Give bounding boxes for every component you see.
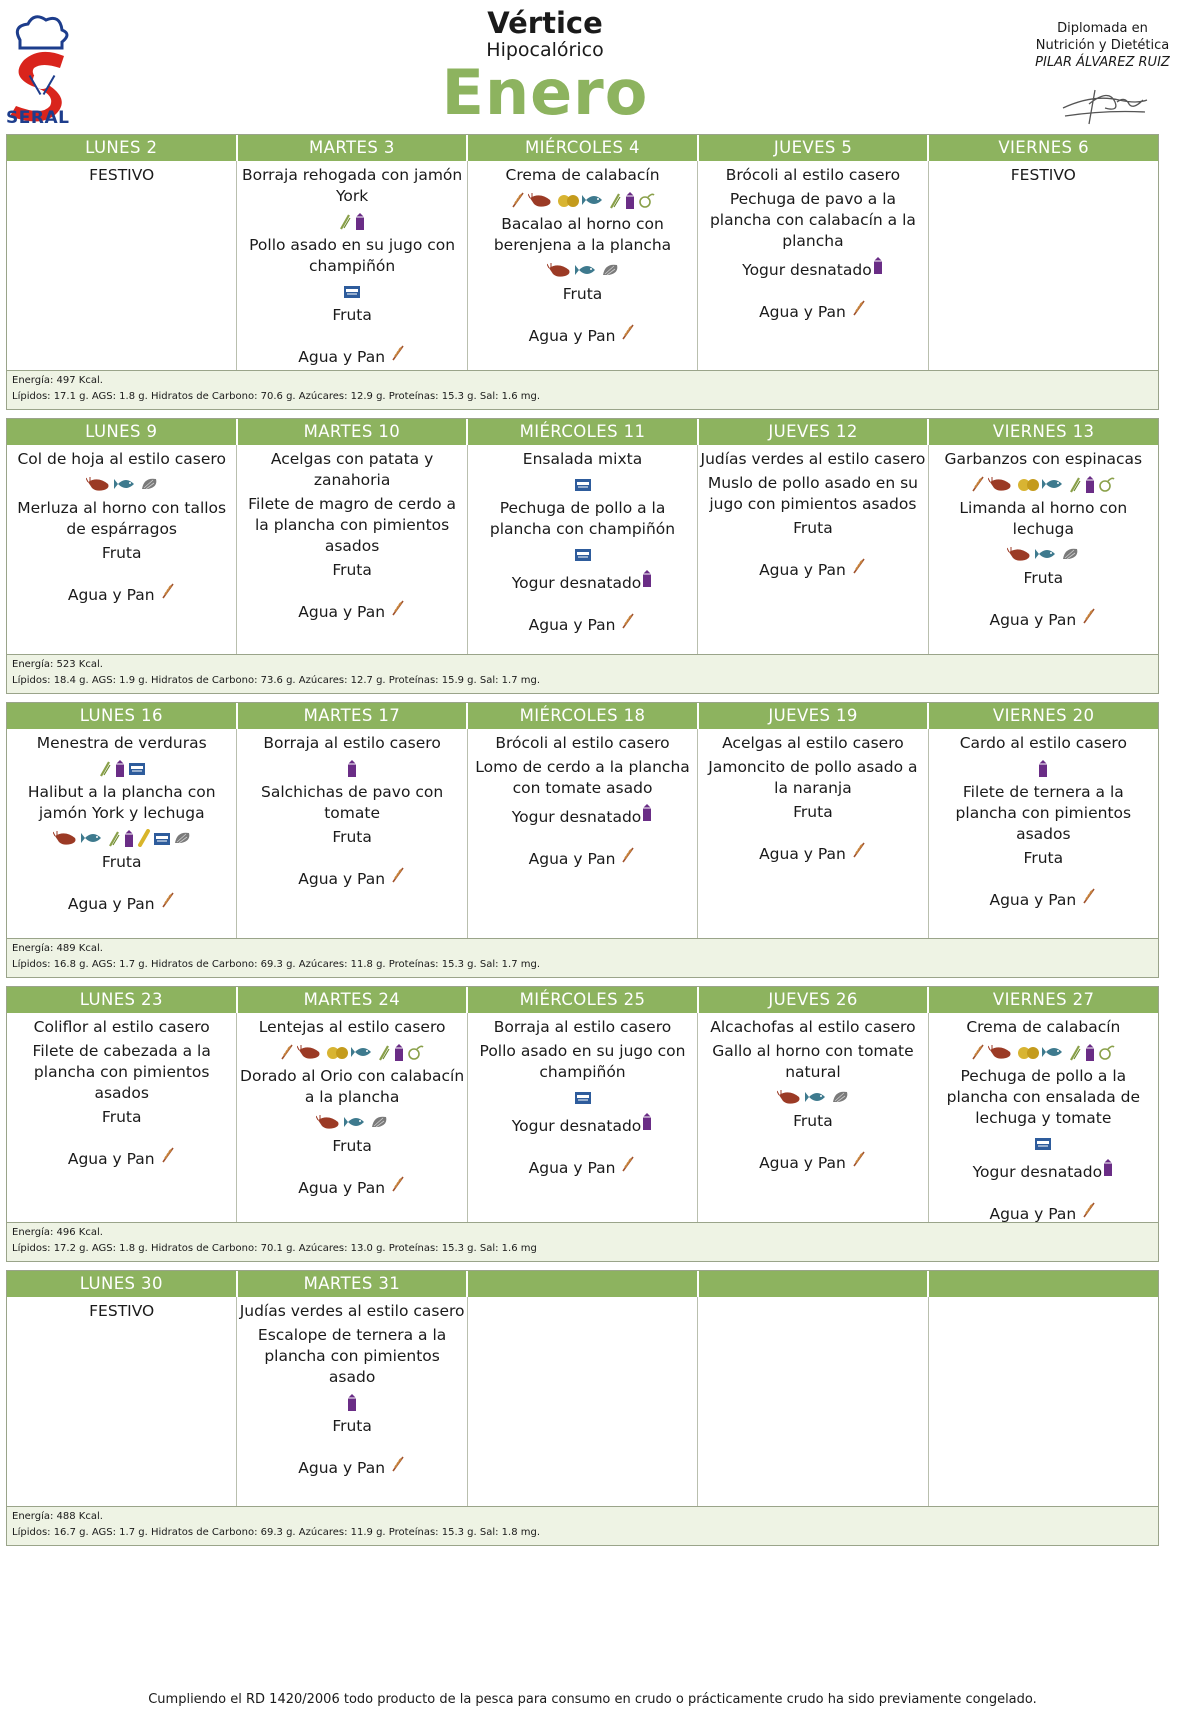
nutrition-summary bbox=[7, 1223, 1158, 1261]
day-menu bbox=[929, 445, 1158, 654]
wheat-icon bbox=[390, 866, 406, 884]
dessert-yogurt: Yogur desnatado bbox=[700, 255, 925, 281]
wheat-icon bbox=[390, 599, 406, 617]
dessert-fruit: Fruta bbox=[332, 828, 372, 846]
energy-value: Energía: 489 Kcal. bbox=[12, 943, 103, 954]
milk-icon bbox=[123, 828, 135, 848]
allergen-icons bbox=[239, 280, 464, 302]
wheat-icon bbox=[160, 582, 176, 600]
wheat-icon bbox=[1081, 887, 1097, 905]
dish-item: Filete de magro de cerdo a la plancha con pimientos asados bbox=[248, 495, 457, 555]
milk-icon bbox=[346, 1392, 358, 1412]
fish-icon bbox=[805, 1089, 829, 1105]
signature-icon bbox=[1055, 80, 1155, 130]
week-block bbox=[6, 986, 1159, 1262]
celery-icon bbox=[338, 212, 352, 230]
nutrition-summary bbox=[7, 655, 1158, 693]
allergen-icons bbox=[239, 1041, 464, 1063]
day-header: VIERNES 13 bbox=[992, 422, 1095, 441]
wheat-icon bbox=[851, 841, 867, 859]
title-block bbox=[400, 6, 690, 129]
box-icon bbox=[574, 546, 592, 562]
mollusc-icon bbox=[1061, 545, 1079, 563]
allergen-icons bbox=[931, 757, 1156, 779]
dish-item: Pechuga de pollo a la plancha con ensalada de lechuga y tomate bbox=[946, 1067, 1141, 1127]
week-block bbox=[6, 1270, 1159, 1546]
water-bread: Agua y Pan bbox=[931, 887, 1156, 911]
week-body bbox=[7, 445, 1158, 655]
day-header: LUNES 2 bbox=[7, 135, 238, 161]
water-bread: Agua y Pan bbox=[239, 599, 464, 623]
allergen-icons bbox=[470, 1086, 695, 1108]
day-header: MIÉRCOLES 11 bbox=[468, 419, 699, 445]
nutrition-summary bbox=[7, 371, 1158, 409]
allergen-icons bbox=[470, 189, 695, 211]
day-menu bbox=[237, 1297, 467, 1506]
day-menu bbox=[698, 445, 928, 654]
mustard-icon bbox=[407, 1043, 425, 1061]
mustard-icon bbox=[638, 191, 656, 209]
water-bread: Agua y Pan bbox=[470, 1155, 695, 1179]
dessert-fruit: Fruta bbox=[101, 1108, 142, 1126]
allergen-icons bbox=[9, 757, 234, 779]
box-icon bbox=[1034, 1135, 1052, 1151]
egg-icon bbox=[1016, 476, 1040, 492]
allergen-icons bbox=[239, 1391, 464, 1413]
water-bread: Agua y Pan bbox=[9, 582, 234, 606]
dietitian-name: PILAR ÁLVAREZ RUIZ bbox=[1035, 55, 1170, 70]
egg-icon bbox=[1016, 1044, 1040, 1060]
nutrient-values: Lípidos: 18.4 g. AGS: 1.9 g. Hidratos de Carbono: 73.6 g. Azúcares: 12.7 g. Proteínas: 15.9 g. Sal: 1.7 mg. bbox=[12, 675, 541, 686]
wheat-icon bbox=[851, 1150, 867, 1168]
milk-icon bbox=[114, 758, 126, 778]
dish-item: Crema de calabacín bbox=[505, 166, 660, 184]
dish-item: Pechuga de pollo a la plancha con champiñón bbox=[489, 499, 676, 538]
dish-item: Lomo de cerdo a la plancha con tomate asado bbox=[475, 758, 690, 797]
water-bread: Agua y Pan bbox=[931, 607, 1156, 631]
milk-icon bbox=[1084, 1042, 1096, 1062]
milk-icon bbox=[872, 255, 884, 275]
water-bread: Agua y Pan bbox=[470, 323, 695, 347]
day-header: JUEVES 5 bbox=[699, 135, 930, 161]
milk-icon bbox=[393, 1042, 405, 1062]
dessert-fruit: Fruta bbox=[793, 1112, 833, 1130]
wheat-icon bbox=[620, 323, 636, 341]
shellfish-icon bbox=[528, 192, 554, 208]
gluten-icon bbox=[510, 191, 526, 209]
day-header bbox=[468, 1271, 699, 1297]
wheat-icon bbox=[390, 1175, 406, 1193]
dish-item: Merluza al horno con tallos de espárragos bbox=[17, 499, 227, 538]
day-menu bbox=[237, 1013, 467, 1222]
nutrient-values: Lípidos: 16.7 g. AGS: 1.7 g. Hidratos de Carbono: 69.3 g. Azúcares: 11.9 g. Proteínas: 15.3 g. Sal: 1.8 mg. bbox=[12, 1527, 541, 1538]
day-menu bbox=[237, 729, 467, 938]
dish-item: Halibut a la plancha con jamón York y lechuga bbox=[27, 783, 216, 822]
day-menu bbox=[7, 1297, 237, 1506]
wheat-icon bbox=[851, 299, 867, 317]
dish-item: Cardo al estilo casero bbox=[959, 734, 1127, 752]
dish-item: Brócoli al estilo casero bbox=[725, 166, 901, 184]
celery-icon bbox=[1068, 1043, 1082, 1061]
dish-item: Judías verdes al estilo casero bbox=[700, 450, 926, 468]
dish-item: Bacalao al horno con berenjena a la plancha bbox=[493, 215, 672, 254]
water-bread: Agua y Pan bbox=[239, 866, 464, 890]
dish-item: Dorado al Orio con calabacín a la plancha bbox=[240, 1067, 465, 1106]
dessert-yogurt: Yogur desnatado bbox=[470, 1111, 695, 1137]
wheat-icon bbox=[620, 612, 636, 630]
milk-icon bbox=[354, 211, 366, 231]
dish-item: Gallo al horno con tomate natural bbox=[712, 1042, 914, 1081]
dish-item: Crema de calabacín bbox=[966, 1018, 1121, 1036]
celery-icon bbox=[107, 829, 121, 847]
day-menu bbox=[468, 1013, 698, 1222]
dish-item: Filete de ternera a la plancha con pimientos asados bbox=[955, 783, 1132, 843]
day-menu bbox=[698, 1297, 928, 1506]
week-header bbox=[7, 703, 1158, 729]
mollusc-icon bbox=[140, 475, 158, 493]
water-bread: Agua y Pan bbox=[470, 612, 695, 636]
dish-item: Pollo asado en su jugo con champiñón bbox=[249, 236, 456, 275]
dish-item: Acelgas con patata y zanahoria bbox=[270, 450, 434, 489]
mollusc-icon bbox=[601, 261, 619, 279]
fish-icon bbox=[575, 262, 599, 278]
allergen-icons bbox=[931, 1132, 1156, 1154]
milk-icon bbox=[641, 568, 653, 588]
menu-subtitle: Hipocalórico bbox=[486, 39, 604, 61]
fish-icon bbox=[114, 476, 138, 492]
header bbox=[0, 0, 1185, 145]
dish-item: Col de hoja al estilo casero bbox=[17, 450, 226, 468]
dietitian-line1: Diplomada en bbox=[1057, 21, 1148, 36]
day-header: JUEVES 19 bbox=[699, 703, 930, 729]
water-bread: Agua y Pan bbox=[700, 1150, 925, 1174]
day-menu bbox=[7, 445, 237, 654]
nutrient-values: Lípidos: 17.1 g. AGS: 1.8 g. Hidratos de Carbono: 70.6 g. Azúcares: 12.9 g. Proteínas: 15.3 g. Sal: 1.6 mg. bbox=[12, 391, 541, 402]
energy-value: Energía: 523 Kcal. bbox=[12, 659, 103, 670]
dessert-fruit: Fruta bbox=[101, 544, 142, 562]
shellfish-icon bbox=[297, 1044, 323, 1060]
fish-icon bbox=[344, 1114, 368, 1130]
wheat-icon bbox=[620, 1155, 636, 1173]
dessert-fruit: Fruta bbox=[332, 561, 372, 579]
water-bread: Agua y Pan bbox=[239, 1175, 464, 1199]
dish-item: Alcachofas al estilo casero bbox=[710, 1018, 916, 1036]
allergen-icons bbox=[931, 473, 1156, 495]
celery-icon bbox=[608, 191, 622, 209]
fish-icon bbox=[351, 1044, 375, 1060]
dish-item: Brócoli al estilo casero bbox=[495, 734, 670, 752]
water-bread: Agua y Pan bbox=[239, 344, 464, 368]
week-block bbox=[6, 418, 1159, 694]
dish-item: Borraja rehogada con jamón York bbox=[241, 166, 463, 205]
day-menu bbox=[468, 445, 698, 654]
dietitian-credit bbox=[1020, 20, 1185, 71]
water-bread: Agua y Pan bbox=[700, 557, 925, 581]
celery-icon bbox=[98, 759, 112, 777]
mollusc-icon bbox=[370, 1113, 388, 1131]
dish-item: Ensalada mixta bbox=[522, 450, 643, 468]
wheat-icon bbox=[390, 344, 406, 362]
day-header bbox=[699, 1271, 930, 1297]
footer-note: Cumpliendo el RD 1420/2006 todo producto de la pesca para consumo en crudo o prácticamente crudo ha sido previamente congelado. bbox=[148, 1692, 1037, 1707]
day-header: LUNES 9 bbox=[7, 419, 238, 445]
dish-item: Acelgas al estilo casero bbox=[722, 734, 904, 752]
box-icon bbox=[153, 830, 171, 846]
shellfish-icon bbox=[988, 476, 1014, 492]
day-header bbox=[929, 1271, 1158, 1297]
dessert-fruit: Fruta bbox=[562, 285, 603, 303]
allergen-icons bbox=[470, 259, 695, 281]
dessert-yogurt: Yogur desnatado bbox=[470, 802, 695, 828]
dessert-fruit: Fruta bbox=[1023, 569, 1064, 587]
water-bread: Agua y Pan bbox=[700, 299, 925, 323]
allergen-icons bbox=[470, 543, 695, 565]
celery-icon bbox=[1068, 475, 1082, 493]
week-header bbox=[7, 987, 1158, 1013]
day-header: VIERNES 27 bbox=[992, 990, 1095, 1009]
milk-icon bbox=[641, 802, 653, 822]
allergen-icons bbox=[239, 1111, 464, 1133]
day-menu bbox=[237, 161, 467, 370]
milk-icon bbox=[624, 190, 636, 210]
shellfish-icon bbox=[86, 476, 112, 492]
logo-text: SERAL bbox=[6, 108, 70, 128]
dietitian-line2: Nutrición y Dietética bbox=[1035, 38, 1170, 53]
gluten-icon bbox=[279, 1043, 295, 1061]
dish-item: Borraja al estilo casero bbox=[263, 734, 441, 752]
milk-icon bbox=[1102, 1157, 1114, 1177]
week-body bbox=[7, 1013, 1158, 1223]
box-icon bbox=[574, 1089, 592, 1105]
day-menu bbox=[929, 1297, 1158, 1506]
wheat-icon bbox=[160, 1146, 176, 1164]
mollusc-icon bbox=[173, 829, 191, 847]
milk-icon bbox=[641, 1111, 653, 1131]
milk-icon bbox=[1037, 758, 1049, 778]
shellfish-icon bbox=[988, 1044, 1014, 1060]
day-header: VIERNES 6 bbox=[998, 138, 1089, 157]
mustard-seed-icon bbox=[137, 829, 151, 847]
menu-title: Vértice bbox=[487, 6, 603, 40]
milk-icon bbox=[346, 758, 358, 778]
day-menu bbox=[237, 445, 467, 654]
dish-item: Filete de cabezada a la plancha con pimientos asados bbox=[32, 1042, 211, 1102]
day-header: MIÉRCOLES 25 bbox=[468, 987, 699, 1013]
shellfish-icon bbox=[547, 262, 573, 278]
day-menu bbox=[929, 1013, 1158, 1222]
week-header bbox=[7, 1271, 1158, 1297]
day-header: JUEVES 26 bbox=[699, 987, 930, 1013]
dessert-yogurt: Yogur desnatado bbox=[931, 1157, 1156, 1183]
dessert-fruit: Fruta bbox=[101, 853, 142, 871]
water-bread: Agua y Pan bbox=[470, 846, 695, 870]
energy-value: Energía: 496 Kcal. bbox=[12, 1227, 103, 1238]
fish-icon bbox=[1035, 546, 1059, 562]
dish-item: Lentejas al estilo casero bbox=[258, 1018, 446, 1036]
wheat-icon bbox=[390, 1455, 406, 1473]
dish-item: Garbanzos con espinacas bbox=[944, 450, 1143, 468]
dish-item: Pollo asado en su jugo con champiñón bbox=[479, 1042, 686, 1081]
allergen-icons bbox=[470, 473, 695, 495]
day-menu bbox=[698, 1013, 928, 1222]
week-block bbox=[6, 702, 1159, 978]
water-bread: Agua y Pan bbox=[9, 1146, 234, 1170]
box-icon bbox=[343, 283, 361, 299]
day-menu bbox=[7, 161, 237, 370]
week-header bbox=[7, 419, 1158, 445]
fish-icon bbox=[1042, 1044, 1066, 1060]
dessert-fruit: Fruta bbox=[332, 1137, 372, 1155]
fish-icon bbox=[1042, 476, 1066, 492]
gluten-icon bbox=[970, 475, 986, 493]
wheat-icon bbox=[160, 891, 176, 909]
wheat-icon bbox=[620, 846, 636, 864]
day-header: VIERNES 20 bbox=[992, 706, 1095, 725]
dish-item: Jamoncito de pollo asado a la naranja bbox=[708, 758, 918, 797]
dish-item: Muslo de pollo asado en su jugo con pimientos asados bbox=[707, 474, 918, 513]
fish-icon bbox=[582, 192, 606, 208]
milk-icon bbox=[1084, 474, 1096, 494]
dish-item: Limanda al horno con lechuga bbox=[959, 499, 1128, 538]
shellfish-icon bbox=[53, 830, 79, 846]
energy-value: Energía: 497 Kcal. bbox=[12, 375, 103, 386]
day-menu bbox=[7, 1013, 237, 1222]
day-menu bbox=[468, 1297, 698, 1506]
week-body bbox=[7, 1297, 1158, 1507]
week-block bbox=[6, 134, 1159, 410]
mustard-icon bbox=[1098, 1043, 1116, 1061]
dessert-fruit: Fruta bbox=[793, 803, 833, 821]
day-header: MIÉRCOLES 18 bbox=[468, 703, 699, 729]
wheat-icon bbox=[851, 557, 867, 575]
dish-item: Coliflor al estilo casero bbox=[33, 1018, 210, 1036]
day-header: MIÉRCOLES 4 bbox=[468, 135, 699, 161]
dessert-fruit: Fruta bbox=[332, 306, 372, 324]
shellfish-icon bbox=[1007, 546, 1033, 562]
nutrition-summary bbox=[7, 1507, 1158, 1545]
week-body bbox=[7, 161, 1158, 371]
day-menu bbox=[698, 161, 928, 370]
day-menu bbox=[7, 729, 237, 938]
nutrient-values: Lípidos: 17.2 g. AGS: 1.8 g. Hidratos de Carbono: 70.1 g. Azúcares: 13.0 g. Proteínas: 15.3 g. Sal: 1.6 mg bbox=[12, 1243, 537, 1254]
water-bread: Agua y Pan bbox=[9, 891, 234, 915]
gluten-icon bbox=[970, 1043, 986, 1061]
day-header: MARTES 10 bbox=[238, 419, 469, 445]
day-header: MARTES 31 bbox=[238, 1271, 469, 1297]
dish-item: Pechuga de pavo a la plancha con calabacín a la plancha bbox=[709, 190, 916, 250]
allergen-icons bbox=[9, 827, 234, 849]
day-header: JUEVES 12 bbox=[699, 419, 930, 445]
dessert-fruit: Fruta bbox=[1023, 849, 1064, 867]
week-body bbox=[7, 729, 1158, 939]
nutrition-summary bbox=[7, 939, 1158, 977]
dessert-yogurt: Yogur desnatado bbox=[470, 568, 695, 594]
dish-item: Menestra de verduras bbox=[36, 734, 207, 752]
week-header bbox=[7, 135, 1158, 161]
dessert-fruit: Fruta bbox=[332, 1417, 372, 1435]
dish-item: Salchichas de pavo con tomate bbox=[261, 783, 444, 822]
shellfish-icon bbox=[316, 1114, 342, 1130]
celery-icon bbox=[377, 1043, 391, 1061]
box-icon bbox=[128, 760, 146, 776]
fish-icon bbox=[81, 830, 105, 846]
day-menu bbox=[929, 729, 1158, 938]
box-icon bbox=[574, 476, 592, 492]
allergen-icons bbox=[239, 757, 464, 779]
water-bread: Agua y Pan bbox=[931, 1201, 1156, 1225]
day-header: MARTES 3 bbox=[238, 135, 469, 161]
water-bread: Agua y Pan bbox=[239, 1455, 464, 1479]
day-menu bbox=[468, 161, 698, 370]
allergen-icons bbox=[931, 543, 1156, 565]
day-menu bbox=[468, 729, 698, 938]
dish-item: Judías verdes al estilo casero bbox=[239, 1302, 465, 1320]
energy-value: Energía: 488 Kcal. bbox=[12, 1511, 103, 1522]
mustard-icon bbox=[1098, 475, 1116, 493]
dish-item: FESTIVO bbox=[89, 1302, 155, 1320]
day-header: LUNES 23 bbox=[7, 987, 238, 1013]
egg-icon bbox=[556, 192, 580, 208]
day-header: MARTES 17 bbox=[238, 703, 469, 729]
dish-item: FESTIVO bbox=[89, 166, 155, 184]
day-header: MARTES 24 bbox=[238, 987, 469, 1013]
egg-icon bbox=[325, 1044, 349, 1060]
month-title: Enero bbox=[441, 56, 649, 129]
allergen-icons bbox=[700, 1086, 925, 1108]
mollusc-icon bbox=[831, 1088, 849, 1106]
wheat-icon bbox=[1081, 1201, 1097, 1219]
wheat-icon bbox=[1081, 607, 1097, 625]
dessert-fruit: Fruta bbox=[793, 519, 833, 537]
nutrient-values: Lípidos: 16.8 g. AGS: 1.7 g. Hidratos de Carbono: 69.3 g. Azúcares: 11.8 g. Proteínas: 15.3 g. Sal: 1.7 mg. bbox=[12, 959, 541, 970]
day-menu bbox=[698, 729, 928, 938]
allergen-icons bbox=[931, 1041, 1156, 1063]
dish-item: Escalope de ternera a la plancha con pimientos asado bbox=[257, 1326, 447, 1386]
dish-item: Borraja al estilo casero bbox=[493, 1018, 672, 1036]
day-header: LUNES 16 bbox=[7, 703, 238, 729]
shellfish-icon bbox=[777, 1089, 803, 1105]
allergen-icons bbox=[9, 473, 234, 495]
water-bread: Agua y Pan bbox=[700, 841, 925, 865]
day-menu bbox=[929, 161, 1158, 370]
allergen-icons bbox=[239, 210, 464, 232]
day-header: LUNES 30 bbox=[7, 1271, 238, 1297]
dish-item: FESTIVO bbox=[1010, 166, 1076, 184]
